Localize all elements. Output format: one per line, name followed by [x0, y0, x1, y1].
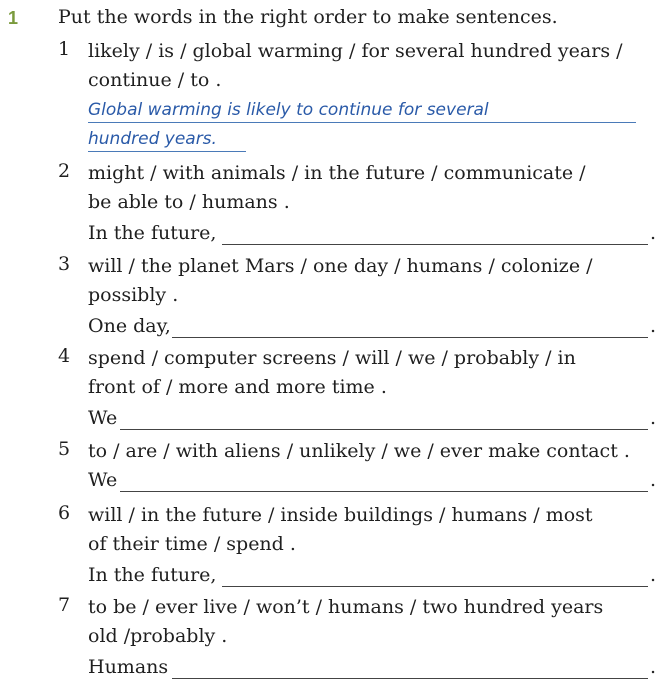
- answer-row: [88, 407, 656, 434]
- answer-row: [88, 222, 656, 249]
- answer-row: [88, 564, 656, 591]
- answer-blank[interactable]: [120, 491, 648, 492]
- item-number: 5: [58, 438, 71, 460]
- sentence-start: One day,: [88, 315, 171, 337]
- sentence-end: .: [649, 315, 656, 337]
- item-prompt-line: possibly .: [88, 284, 179, 306]
- sentence-end: .: [649, 656, 656, 678]
- sentence-start: In the future,: [88, 222, 217, 244]
- handwritten-answer-line-1: Global warming is likely to continue for several: [88, 100, 489, 120]
- sentence-end: .: [649, 222, 656, 244]
- item-number: 3: [58, 253, 71, 275]
- item-prompt-line: be able to / humans .: [88, 191, 290, 213]
- answer-blank[interactable]: [222, 244, 648, 245]
- answer-blank[interactable]: [172, 678, 648, 679]
- item-prompt-line: continue / to .: [88, 69, 222, 91]
- sentence-start: We: [88, 469, 118, 491]
- item-number: 4: [58, 345, 71, 367]
- answer-blank[interactable]: [172, 337, 648, 338]
- answer-row: [88, 315, 656, 342]
- item-prompt-line: to / are / with aliens / unlikely / we / ever make contact .: [88, 440, 630, 462]
- item-number: 7: [58, 594, 71, 616]
- handwritten-answer-line-2: hundred years.: [88, 129, 217, 149]
- item-prompt-line: will / the planet Mars / one day / humans / colonize /: [88, 255, 593, 277]
- item-prompt-line: might / with animals / in the future / communicate /: [88, 162, 586, 184]
- answer-row: [88, 656, 656, 683]
- item-prompt-line: front of / more and more time .: [88, 376, 387, 398]
- exercise-number: 1: [8, 8, 19, 28]
- sentence-end: .: [649, 564, 656, 586]
- item-prompt-line: will / in the future / inside buildings / humans / most: [88, 504, 593, 526]
- sentence-start: We: [88, 407, 118, 429]
- sentence-end: .: [649, 469, 656, 491]
- exercise-instruction: Put the words in the right order to make sentences.: [58, 6, 558, 28]
- answer-row: [88, 469, 656, 496]
- item-prompt-line: to be / ever live / won’t / humans / two hundred years: [88, 596, 604, 618]
- item-prompt-line: spend / computer screens / will / we / probably / in: [88, 347, 576, 369]
- answer-blank[interactable]: [120, 429, 648, 430]
- item-number: 2: [58, 160, 71, 182]
- answer-underline: [88, 122, 636, 123]
- answer-blank[interactable]: [222, 586, 648, 587]
- sentence-start: Humans: [88, 656, 169, 678]
- item-prompt-line: old /probably .: [88, 625, 228, 647]
- item-number: 6: [58, 502, 71, 524]
- answer-underline: [88, 151, 246, 152]
- item-prompt-line: of their time / spend .: [88, 533, 296, 555]
- sentence-end: .: [649, 407, 656, 429]
- item-number: 1: [58, 38, 71, 60]
- item-prompt-line: likely / is / global warming / for several hundred years /: [88, 40, 623, 62]
- sentence-start: In the future,: [88, 564, 217, 586]
